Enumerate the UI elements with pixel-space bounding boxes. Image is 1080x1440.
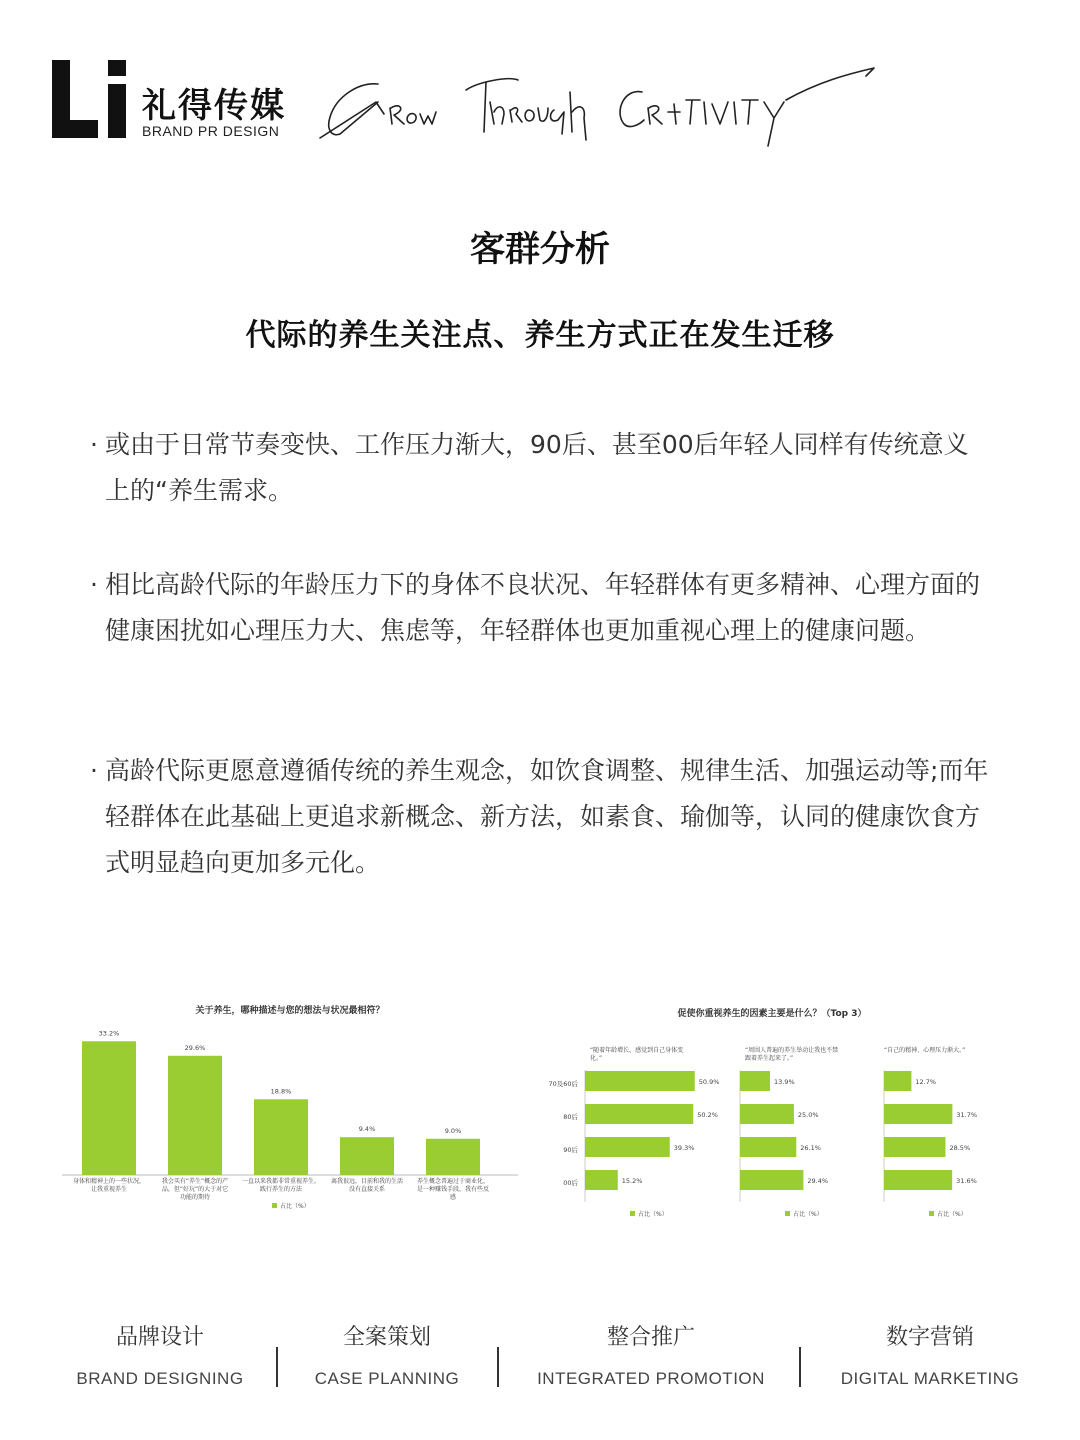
panel-header: “随着年龄增长，感觉到自己身体变	[590, 1047, 684, 1054]
footer-divider	[799, 1347, 801, 1387]
logo-li-mark	[50, 58, 132, 140]
bar	[426, 1139, 480, 1175]
data-label: 39.3%	[673, 1144, 695, 1152]
data-label: 33.2%	[98, 1029, 120, 1038]
footer-label-en: BRAND DESIGNING	[76, 1369, 244, 1388]
category-label: 70及60后	[548, 1080, 578, 1088]
bullet: ·	[90, 570, 98, 599]
bar	[884, 1104, 952, 1124]
legend-swatch	[929, 1211, 934, 1216]
paragraph-2	[90, 562, 990, 654]
legend-label: 占比（%）	[793, 1211, 823, 1218]
data-label: 12.7%	[915, 1078, 937, 1086]
page-title: 客群分析	[469, 230, 610, 270]
panel-header: “自己的精神、心理压力渐大。”	[884, 1047, 966, 1054]
bar	[884, 1170, 952, 1190]
category-label: 离我很远，目前和我的生活	[330, 1178, 404, 1185]
bar	[740, 1071, 770, 1091]
data-label: 50.9%	[698, 1078, 720, 1086]
bar	[585, 1137, 670, 1157]
footer-label-cn: 整合推广	[606, 1325, 695, 1350]
footer-label-cn: 数字营销	[885, 1325, 974, 1350]
chart-title: 促使你重视养生的因素主要是什么？（Top 3）	[677, 1009, 867, 1019]
legend-label: 占比（%）	[937, 1211, 967, 1218]
data-label: 29.6%	[184, 1043, 206, 1052]
brand-name-en: BRAND PR DESIGN	[142, 123, 280, 139]
footer-divider	[276, 1347, 278, 1387]
category-label: 感	[449, 1194, 457, 1201]
data-label: 29.4%	[807, 1177, 829, 1185]
slogan-signature	[318, 62, 888, 147]
category-label: 功能的期待	[179, 1194, 211, 1201]
category-label: 是一种赚钱手段，我有些反	[416, 1186, 490, 1193]
data-label: 9.0%	[444, 1126, 462, 1135]
paragraph-text: 高龄代际更愿意遵循传统的养生观念，如饮食调整、规律生活、加强运动等;而年轻群体在此基础上更追求新概念、新方法，如素食、瑜伽等，认同的健康饮食方式明显趋向更加多元化。	[105, 756, 989, 877]
panel-header: “周围人普遍的养生举动让我也不禁	[745, 1047, 839, 1054]
category-label: 我会买有“养生”概念的产	[161, 1178, 229, 1185]
category-label: 没有直接关系	[348, 1186, 386, 1193]
footer	[0, 1320, 1080, 1420]
data-label: 50.2%	[697, 1111, 718, 1119]
category-label: 践行养生的方法	[259, 1186, 303, 1193]
bar	[740, 1137, 796, 1157]
footer-divider	[497, 1347, 499, 1387]
bar	[168, 1056, 222, 1175]
bar	[585, 1170, 618, 1190]
footer-label-cn: 全案策划	[342, 1325, 431, 1350]
bar	[884, 1137, 945, 1157]
bullet: ·	[90, 756, 98, 785]
category-label: 身体和精神上的一些状况，	[72, 1178, 146, 1185]
paragraph-text: 或由于日常节奏变快、工作压力渐大，90后、甚至00后年轻人同样有传统意义上的“养生需求。	[105, 430, 969, 505]
chart-health-attitude	[60, 995, 520, 1220]
legend-swatch	[272, 1203, 277, 1208]
bar	[254, 1099, 308, 1175]
category-label: 让我重视养生	[90, 1186, 128, 1193]
bar	[82, 1041, 136, 1175]
page-subtitle: 代际的养生关注点、养生方式正在发生迁移	[245, 318, 835, 353]
legend-label: 占比（%）	[638, 1211, 668, 1218]
header	[0, 0, 1080, 170]
bar	[740, 1170, 803, 1190]
bar	[585, 1071, 695, 1091]
paragraph-text: 相比高龄代际的年龄压力下的身体不良状况、年轻群体有更多精神、心理方面的健康困扰如心理压力大、焦虑等，年轻群体也更加重视心理上的健康问题。	[105, 570, 981, 645]
footer-label-en: INTEGRATED PROMOTION	[537, 1369, 765, 1388]
bullet: ·	[90, 430, 98, 459]
footer-label-en: CASE PLANNING	[314, 1369, 460, 1388]
data-label: 28.5%	[949, 1144, 971, 1152]
data-label: 18.8%	[270, 1087, 292, 1096]
paragraph-3	[90, 748, 990, 886]
footer-item-integrated-promotion	[520, 1320, 782, 1389]
category-label: 90后	[563, 1146, 578, 1154]
bar	[340, 1137, 394, 1175]
bar	[884, 1071, 911, 1091]
data-label: 25.0%	[797, 1111, 819, 1119]
data-label: 31.6%	[956, 1177, 977, 1185]
data-label: 26.1%	[800, 1144, 821, 1152]
footer-item-digital-marketing	[820, 1320, 1040, 1389]
data-label: 15.2%	[621, 1177, 643, 1185]
data-label: 31.7%	[956, 1111, 978, 1119]
category-label: 品，但“好玩”的大于对它	[161, 1186, 229, 1193]
chart-health-factors	[540, 998, 1010, 1230]
footer-label-cn: 品牌设计	[115, 1325, 204, 1350]
legend-swatch	[785, 1211, 790, 1216]
paragraph-1	[90, 422, 990, 514]
data-label: 9.4%	[358, 1125, 376, 1134]
category-label: 00后	[563, 1179, 578, 1187]
bar	[585, 1104, 693, 1124]
footer-item-case-planning	[292, 1320, 482, 1389]
category-label: 养生概念普遍过于商业化，	[416, 1178, 490, 1185]
chart-title: 关于养生，哪种描述与您的想法与状况最相符？	[195, 1006, 385, 1016]
data-label: 13.9%	[773, 1078, 795, 1086]
category-label: 80后	[563, 1113, 578, 1121]
legend-swatch	[630, 1211, 635, 1216]
bar	[740, 1104, 794, 1124]
footer-label-en: DIGITAL MARKETING	[840, 1369, 1020, 1388]
legend-label: 占比（%）	[280, 1203, 310, 1210]
panel-header: 跟着养生起来了。”	[745, 1055, 794, 1062]
category-label: 一直以来我都非常重视养生，	[241, 1178, 321, 1185]
panel-header: 化。”	[590, 1055, 603, 1062]
footer-item-brand-designing	[60, 1320, 260, 1389]
brand-name-cn: 礼得传媒	[142, 86, 286, 126]
